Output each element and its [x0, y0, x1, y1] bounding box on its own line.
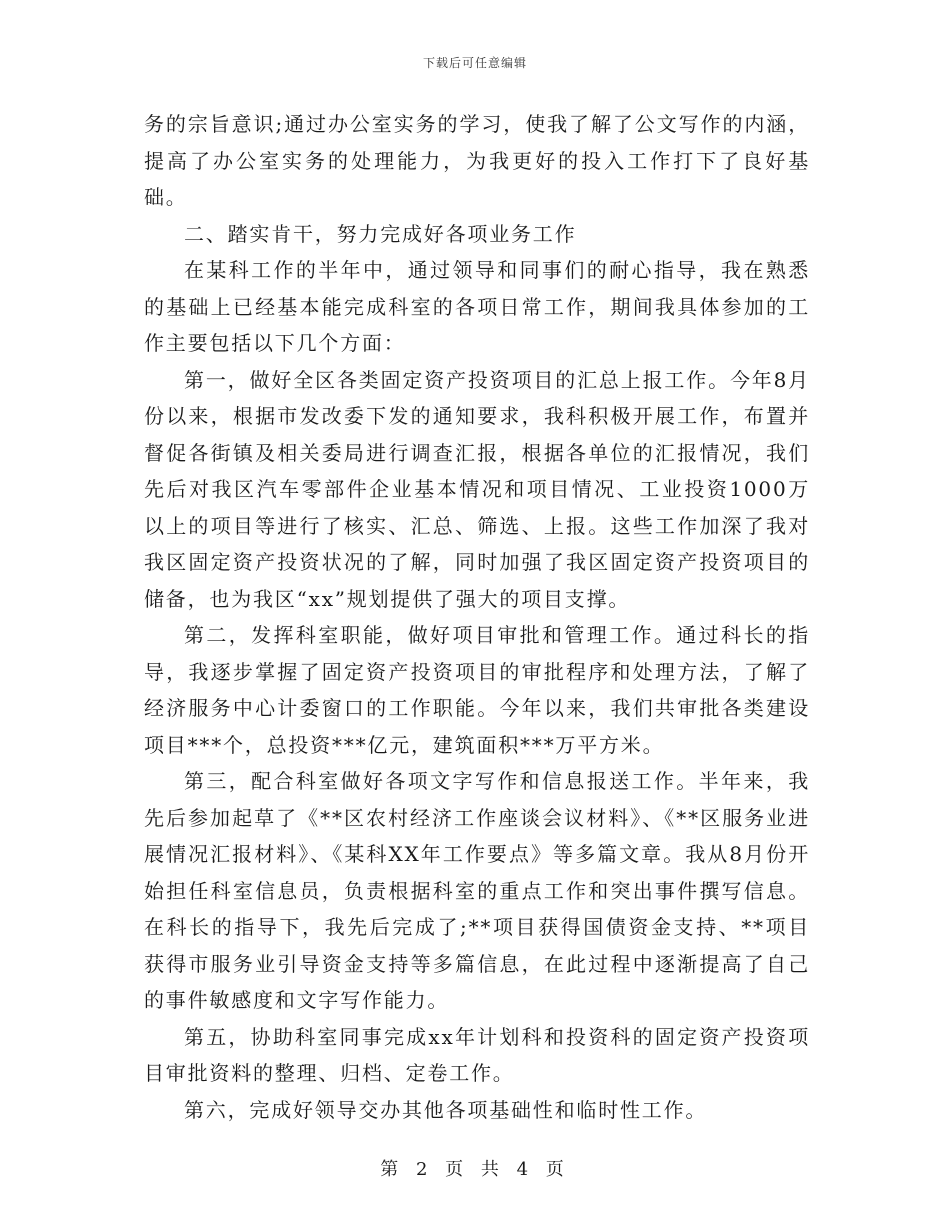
- paragraph: 第五，协助科室同事完成xx年计划科和投资科的固定资产投资项目审批资料的整理、归档、定卷工作。: [144, 1024, 810, 1085]
- section-heading: 二、踏实肯干，努力完成好各项业务工作: [184, 221, 577, 246]
- page-footer: 第 2 页 共 4 页: [380, 1159, 570, 1180]
- paragraph: 第六，完成好领导交办其他各项基础性和临时性工作。: [184, 1097, 708, 1122]
- page-header: 下载后可任意编辑: [422, 56, 527, 70]
- paragraph: 务的宗旨意识;通过办公室实务的学习，使我了解了公文写作的内涵，提高了办公室实务的处理能力，为我更好的投入工作打下了良好基础。: [144, 112, 810, 209]
- paragraph: 第三，配合科室做好各项文字写作和信息报送工作。半年来，我先后参加起草了《**区农村经济工作座谈会议材料》、《**区服务业进展情况汇报材料》、《某科XX年工作要点》等多篇文章。我从8月份开始担任科室信息员，负责根据科室的重点工作和突出事件撰写信息。在科长的指导下，我先后完成了;**项目获得国债资金支持、**项目获得市服务业引导资金支持等多篇信息，在此过程中逐渐提高了自己的事件敏感度和文字写作能力。: [144, 769, 810, 1012]
- paragraph: 在某科工作的半年中，通过领导和同事们的耐心指导，我在熟悉的基础上已经基本能完成科室的各项日常工作，期间我具体参加的工作主要包括以下几个方面：: [144, 258, 810, 355]
- paragraph: 第二，发挥科室职能，做好项目审批和管理工作。通过科长的指导，我逐步掌握了固定资产投资项目的审批程序和处理方法，了解了经济服务中心计委窗口的工作职能。今年以来，我们共审批各类建设项目***个，总投资***亿元，建筑面积***万平方米。: [144, 623, 810, 757]
- document-body: [144, 106, 810, 1128]
- paragraph: 第一，做好全区各类固定资产投资项目的汇总上报工作。今年8月份以来，根据市发改委下发的通知要求，我科积极开展工作，布置并督促各街镇及相关委局进行调查汇报，根据各单位的汇报情况，我们先后对我区汽车零部件企业基本情况和项目情况、工业投资1000万以上的项目等进行了核实、汇总、筛选、上报。这些工作加深了我对我区固定资产投资状况的了解，同时加强了我区固定资产投资项目的储备，也为我区“xx”规划提供了强大的项目支撑。: [144, 367, 810, 611]
